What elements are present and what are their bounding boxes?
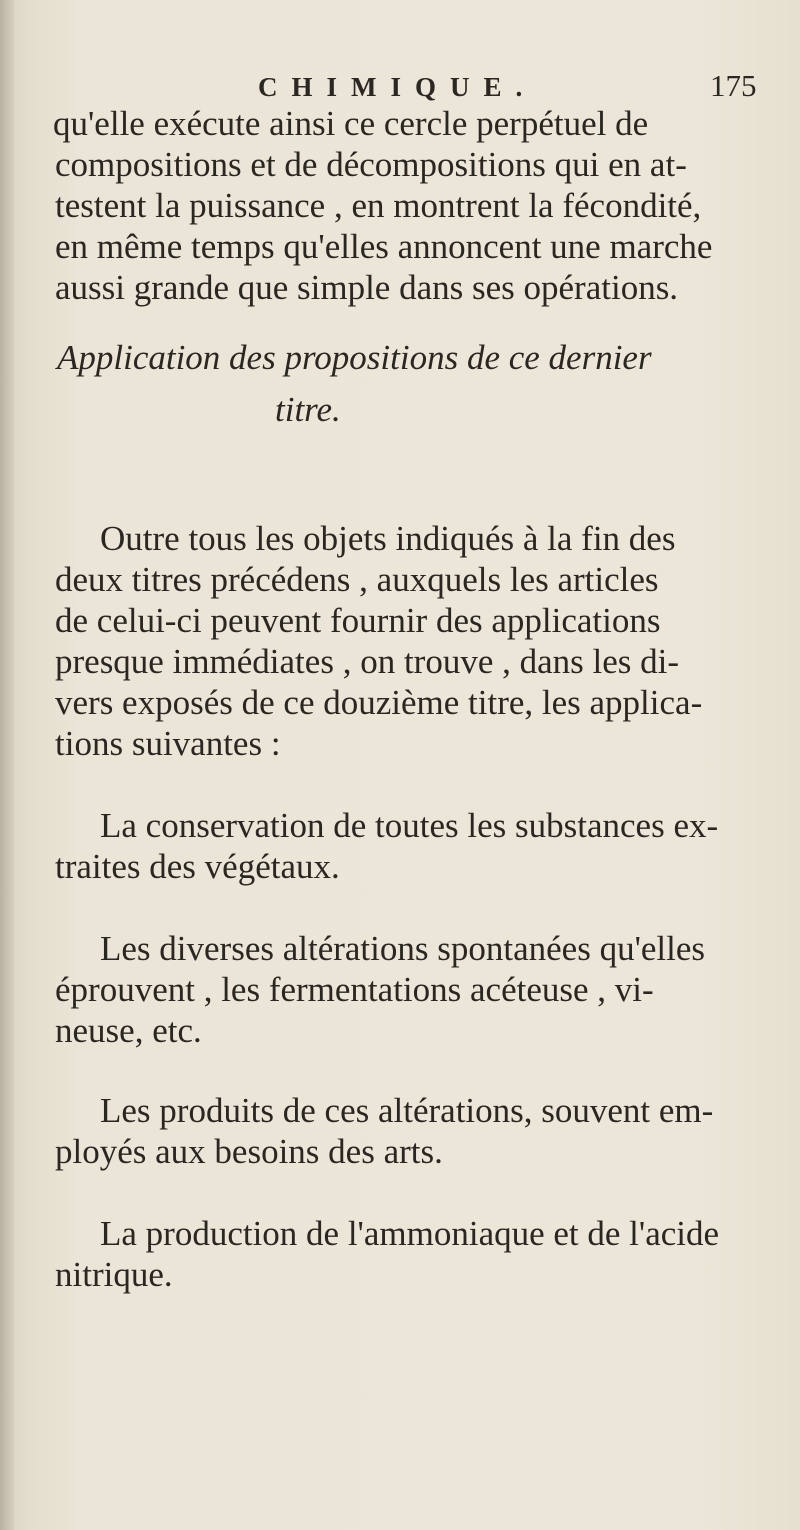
text-line: nitrique. <box>55 1255 173 1294</box>
text-line: presque immédiates , on trouve , dans les di- <box>55 642 680 681</box>
text-line: vers exposés de ce douzième titre, les applica- <box>55 683 703 722</box>
paragraph-conservation <box>55 805 795 887</box>
page-number: 175 <box>710 68 757 103</box>
text-line: compositions et de décompositions qui en at- <box>55 145 687 184</box>
text-line: La production de l'ammoniaque et de l'acide <box>100 1214 720 1253</box>
text-line: ployés aux besoins des arts. <box>55 1132 443 1171</box>
intro-paragraph <box>55 103 795 308</box>
text-line: qu'elle exécute ainsi ce cercle perpétuel de <box>53 104 649 143</box>
section-heading-line-2: titre. <box>275 390 341 429</box>
section-heading-line-1: Application des propositions de ce dernier <box>57 338 652 377</box>
text-line: deux titres précédens , auxquels les articles <box>55 560 659 599</box>
text-line: testent la puissance , en montrent la fécondité, <box>55 186 702 225</box>
text-line: de celui-ci peuvent fournir des applications <box>55 601 661 640</box>
text-line: La conservation de toutes les substances ex- <box>100 806 719 845</box>
paragraph-applications <box>55 518 795 764</box>
text-line: Les diverses altérations spontanées qu'elles <box>100 929 706 968</box>
text-line: neuse, etc. <box>55 1011 202 1050</box>
binding-shadow <box>0 0 14 1530</box>
paragraph-alterations <box>55 928 795 1051</box>
paragraph-produits <box>55 1090 795 1172</box>
running-head: CHIMIQUE. <box>258 72 537 102</box>
text-line: en même temps qu'elles annoncent une marche <box>55 227 713 266</box>
text-line: éprouvent , les fermentations acéteuse , vi- <box>55 970 654 1009</box>
text-line: tions suivantes : <box>55 724 281 763</box>
paragraph-production <box>55 1213 795 1295</box>
text-line: aussi grande que simple dans ses opérations. <box>55 268 679 307</box>
text-line: Les produits de ces altérations, souvent em- <box>100 1091 714 1130</box>
text-line: Outre tous les objets indiqués à la fin des <box>100 519 676 558</box>
text-line: traites des végétaux. <box>55 847 340 886</box>
